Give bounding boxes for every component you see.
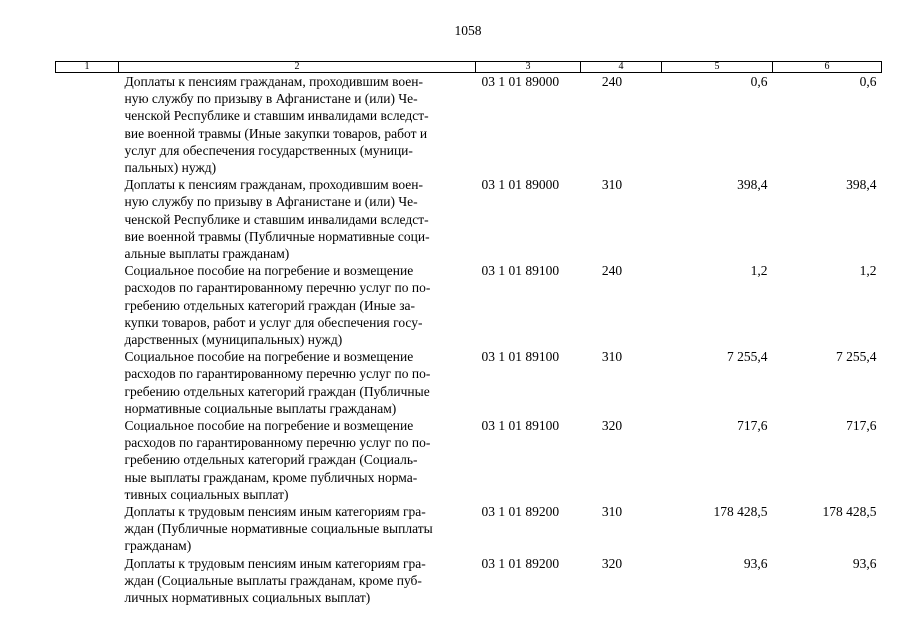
expense-type-code: 310: [601, 177, 623, 193]
description-line: ную службу по призыву в Афганистане и (или) Че-: [124, 194, 418, 210]
amount-column-6: 7 255,4: [836, 349, 877, 365]
target-article-code: 03 1 01 89000: [481, 177, 560, 193]
amount-column-6: 717,6: [846, 418, 877, 434]
row-index-cell: [56, 503, 119, 555]
description-line: Доплаты к пенсиям гражданам, проходившим воен-: [124, 74, 424, 89]
description-line: вие военной травмы (Иные закупки товаров, работ и: [124, 125, 428, 141]
row-description: [119, 176, 476, 262]
row-index-cell: [56, 348, 119, 417]
table-body: [56, 73, 882, 607]
description-line: Доплаты к трудовым пенсиям иным категориям гра-: [124, 504, 426, 520]
row-description: [119, 262, 476, 348]
amount-column-5: 717,6: [737, 418, 768, 434]
amount-column-5: 0,6: [750, 74, 768, 89]
target-article-code: 03 1 01 89100: [481, 263, 560, 279]
amount-column-6: 0,6: [859, 74, 877, 89]
description-line: гребению отдельных категорий граждан (Социаль-: [124, 452, 418, 468]
target-article-code: 03 1 01 89200: [481, 504, 560, 520]
description-line: гребению отдельных категорий граждан (Иные за-: [124, 297, 416, 313]
column-header-3: 3: [476, 62, 581, 73]
description-line: Социальное пособие на погребение и возмещение: [124, 349, 414, 365]
target-article-code: 03 1 01 89100: [481, 349, 560, 365]
table-row: [56, 348, 882, 417]
column-header-4: 4: [581, 62, 662, 73]
description-line: дарственных (муниципальных) нужд): [124, 332, 343, 348]
description-line: Доплаты к пенсиям гражданам, проходившим воен-: [124, 177, 424, 193]
row-description: [119, 73, 476, 177]
description-line: альные выплаты гражданам): [124, 246, 290, 262]
amount-column-5: 398,4: [737, 177, 768, 193]
budget-table: [55, 61, 882, 606]
amount-column-5: 7 255,4: [727, 349, 768, 365]
table-row: [56, 73, 882, 177]
row-index-cell: [56, 417, 119, 503]
page-number: 1058: [454, 23, 482, 38]
expense-type-code: 310: [601, 349, 623, 365]
description-line: расходов по гарантированному перечню услуг по по-: [124, 435, 431, 451]
column-header-2: 2: [119, 62, 476, 73]
row-description: [119, 555, 476, 607]
row-index-cell: [56, 262, 119, 348]
description-line: ченской Республике и ставшим инвалидами вследст-: [124, 211, 429, 227]
description-line: купки товаров, работ и услуг для обеспечения госу-: [124, 314, 423, 330]
row-description: [119, 348, 476, 417]
expense-type-code: 320: [601, 418, 623, 434]
row-description: [119, 503, 476, 555]
expense-type-code: 310: [601, 504, 623, 520]
description-line: Доплаты к трудовым пенсиям иным категориям гра-: [124, 555, 426, 571]
description-line: ную службу по призыву в Афганистане и (или) Че-: [124, 91, 418, 107]
description-line: ные выплаты гражданам, кроме публичных норма-: [124, 469, 418, 485]
column-number-row: [56, 62, 882, 73]
table-row: [56, 176, 882, 262]
description-line: ждан (Публичные нормативные социальные выплаты: [124, 521, 433, 537]
amount-column-6: 178 428,5: [822, 504, 877, 520]
amount-column-6: 1,2: [859, 263, 877, 279]
column-header-6: 6: [773, 62, 882, 73]
amount-column-6: 398,4: [846, 177, 877, 193]
table-row: [56, 503, 882, 555]
description-line: тивных социальных выплат): [124, 486, 289, 502]
target-article-code: 03 1 01 89200: [481, 555, 560, 571]
description-line: расходов по гарантированному перечню услуг по по-: [124, 366, 431, 382]
description-line: гребению отдельных категорий граждан (Публичные: [124, 383, 430, 399]
description-line: Социальное пособие на погребение и возмещение: [124, 263, 414, 279]
amount-column-6: 93,6: [852, 555, 877, 571]
description-line: нормативные социальные выплаты гражданам): [124, 400, 397, 416]
expense-type-code: 240: [601, 263, 623, 279]
row-index-cell: [56, 176, 119, 262]
description-line: личных нормативных социальных выплат): [124, 590, 371, 606]
target-article-code: 03 1 01 89000: [481, 74, 560, 89]
description-line: вие военной травмы (Публичные нормативные соци-: [124, 228, 430, 244]
description-line: Социальное пособие на погребение и возмещение: [124, 418, 414, 434]
row-index-cell: [56, 555, 119, 607]
description-line: гражданам): [124, 538, 192, 554]
amount-column-5: 1,2: [750, 263, 768, 279]
table-row: [56, 262, 882, 348]
column-header-1: 1: [56, 62, 119, 73]
description-line: ждан (Социальные выплаты гражданам, кроме пуб-: [124, 572, 422, 588]
expense-type-code: 320: [601, 555, 623, 571]
expense-type-code: 240: [601, 74, 623, 89]
target-article-code: 03 1 01 89100: [481, 418, 560, 434]
row-description: [119, 417, 476, 503]
column-header-5: 5: [662, 62, 773, 73]
table-row: [56, 417, 882, 503]
description-line: услуг для обеспечения государственных (муници-: [124, 142, 413, 158]
row-index-cell: [56, 73, 119, 177]
description-line: расходов по гарантированному перечню услуг по по-: [124, 280, 431, 296]
amount-column-5: 178 428,5: [713, 504, 768, 520]
amount-column-5: 93,6: [743, 555, 768, 571]
description-line: ченской Республике и ставшим инвалидами вследст-: [124, 108, 429, 124]
description-line: пальных) нужд): [124, 160, 217, 176]
table-row: [56, 555, 882, 607]
